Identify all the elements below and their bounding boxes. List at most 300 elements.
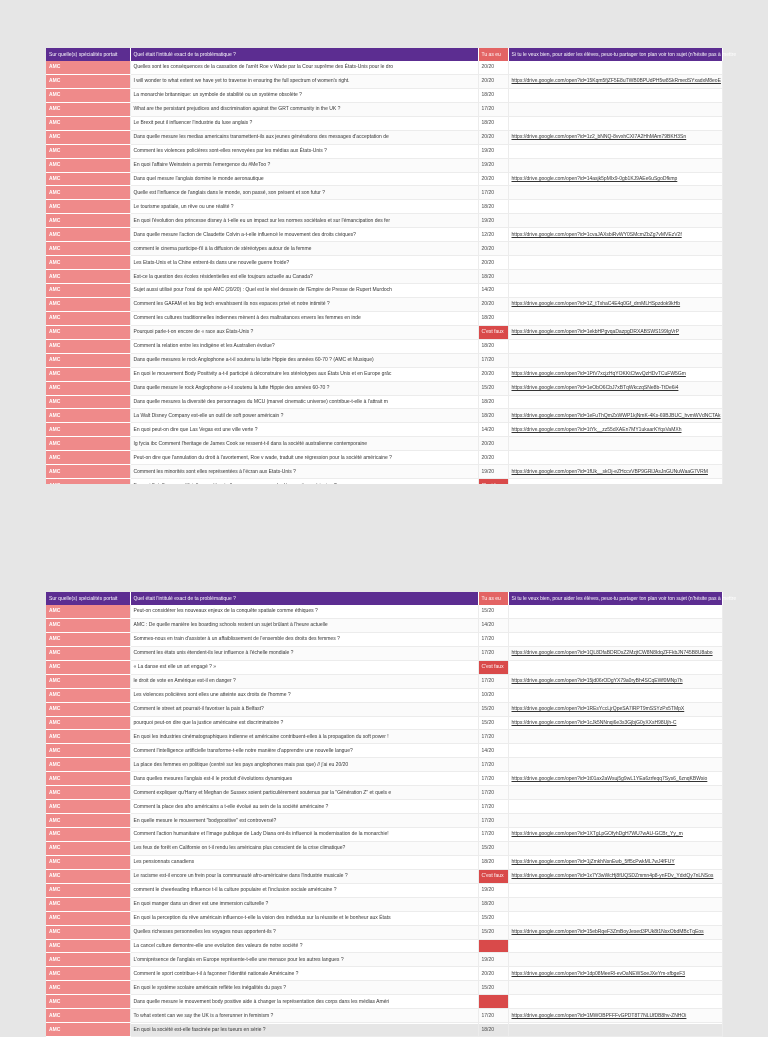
cell-speciality[interactable]: AMC (46, 632, 130, 646)
cell-note[interactable]: 20/20 (478, 256, 508, 270)
cell-note[interactable]: 18/20 (478, 311, 508, 325)
cell-plan-link[interactable] (508, 883, 722, 897)
cell-plan-link[interactable] (508, 74, 722, 88)
table-row[interactable] (46, 116, 722, 130)
cell-plan-link[interactable] (508, 381, 722, 395)
drive-link[interactable]: https://drive.google.com/open?id=1eObO6CbJ7xBTqWkczqSNe8b-TtDe6i4 (511, 385, 679, 392)
cell-speciality[interactable]: AMC (46, 130, 130, 144)
cell-plan-link[interactable] (508, 925, 722, 939)
drive-link[interactable]: https://drive.google.com/open?id=1PtV7xcjzHqYOKKtCfwvQzHDvTCuFW5Gm (511, 371, 686, 378)
cell-problematique[interactable]: Dans quelle mesure les medias americains transmettent-ils aux jeunes générations des messages d'acceptation de (130, 130, 478, 144)
cell-speciality[interactable]: AMC (46, 116, 130, 130)
cell-problematique[interactable]: Les Etats-Unis et la Chine entrent-ils dans une nouvelle guerre froide? (130, 256, 478, 270)
table-row[interactable] (46, 1009, 722, 1023)
cell-problematique[interactable]: Comment le sport contribue-t-il à façonner l'identité nationale Américaine ? (130, 967, 478, 981)
cell-speciality[interactable]: AMC (46, 646, 130, 660)
cell-plan-link[interactable] (508, 200, 722, 214)
drive-link[interactable]: https://drive.google.com/open?id=15Kqm5fjZF5E8uTWB0BPUdPH5w8SkRmedSYxadxM8eoE (511, 78, 721, 85)
cell-speciality[interactable]: AMC (46, 186, 130, 200)
cell-speciality[interactable]: AMC (46, 423, 130, 437)
cell-plan-link[interactable] (508, 660, 722, 674)
table-row[interactable] (46, 242, 722, 256)
cell-plan-link[interactable] (508, 995, 722, 1009)
cell-speciality[interactable]: AMC (46, 88, 130, 102)
cell-plan-link[interactable] (508, 981, 722, 995)
cell-problematique[interactable]: pourquoi peut-on dire que la justice américaine est discriminatoire ? (130, 716, 478, 730)
table-row[interactable] (46, 855, 722, 869)
cell-problematique[interactable]: Comment les violences policières sont-elles renvoyées par les médias aux États-Unis ? (130, 144, 478, 158)
cell-speciality[interactable]: AMC (46, 660, 130, 674)
cell-problematique[interactable]: « La danse est elle un art engagé ? » (130, 660, 478, 674)
cell-plan-link[interactable] (508, 437, 722, 451)
cell-plan-link[interactable] (508, 214, 722, 228)
table-row[interactable] (46, 758, 722, 772)
cell-note[interactable]: 17/20 (478, 772, 508, 786)
cell-plan-link[interactable] (508, 841, 722, 855)
cell-note[interactable]: 17/20 (478, 800, 508, 814)
cell-plan-link[interactable] (508, 800, 722, 814)
cell-problematique[interactable]: Les feux de forêt en Californie on t-il rendu les américains plus conscient de la crise climatique? (130, 841, 478, 855)
table-row[interactable] (46, 395, 722, 409)
cell-problematique[interactable]: Quelles sont les conséquences de la cassation de l'arrêt Roe v Wade par la Cour suprême des États-Unis pour le dro (130, 61, 478, 74)
table-row[interactable] (46, 981, 722, 995)
cell-note[interactable]: 10/20 (478, 688, 508, 702)
cell-plan-link[interactable] (508, 786, 722, 800)
cell-note[interactable]: 19/20 (478, 144, 508, 158)
cell-plan-link[interactable] (508, 674, 722, 688)
cell-note[interactable]: 18/20 (478, 339, 508, 353)
cell-plan-link[interactable] (508, 632, 722, 646)
cell-speciality[interactable]: AMC (46, 814, 130, 828)
cell-problematique[interactable]: Pourquoi parle-t-on encore de « race aux États-Unis ? (130, 325, 478, 339)
cell-note[interactable]: 17/20 (478, 1009, 508, 1023)
cell-speciality[interactable]: AMC (46, 953, 130, 967)
cell-plan-link[interactable] (508, 130, 722, 144)
cell-speciality[interactable]: AMC (46, 381, 130, 395)
table-row[interactable] (46, 744, 722, 758)
table-row[interactable] (46, 1023, 722, 1037)
cell-plan-link[interactable] (508, 228, 722, 242)
cell-problematique[interactable]: Dans quel mesure l'anglais domine le monde aeronautique (130, 172, 478, 186)
drive-link[interactable]: https://drive.google.com/open?id=1cJk5NNnqi6e3s3GjbjG0yXXsH98Ujh-C (511, 719, 677, 726)
cell-note[interactable]: 18/20 (478, 200, 508, 214)
drive-link[interactable]: https://drive.google.com/open?id=1tYk__zz55dXAEn7MY1ukaarKYqsVaMXh (511, 426, 682, 433)
table-row[interactable] (46, 660, 722, 674)
cell-note[interactable]: 19/20 (478, 214, 508, 228)
cell-speciality[interactable]: AMC (46, 200, 130, 214)
cell-plan-link[interactable] (508, 158, 722, 172)
cell-note[interactable]: 17/20 (478, 786, 508, 800)
table-row[interactable] (46, 967, 722, 981)
cell-note[interactable]: 20/20 (478, 130, 508, 144)
cell-plan-link[interactable] (508, 967, 722, 981)
cell-speciality[interactable]: AMC (46, 61, 130, 74)
cell-problematique[interactable]: Dans quelle mesure l'action de Claudette Colvin a-t-elle influencé le mouvement des droits civiques? (130, 228, 478, 242)
cell-note[interactable]: 14/20 (478, 618, 508, 632)
cell-speciality[interactable]: AMC (46, 1009, 130, 1023)
cell-problematique[interactable]: comment le cinema participe-t'il à la diffusion de stéréotypes autour de la femme (130, 242, 478, 256)
cell-plan-link[interactable] (508, 451, 722, 465)
cell-problematique[interactable]: En quoi le mouvement Body Positivity a-t-il participé à déconstruire les stéréotypes aux États Unis et en Europe grâc (130, 367, 478, 381)
cell-problematique[interactable]: En quoi la société est-elle fascinée par les tueurs en série ? (130, 1023, 478, 1037)
cell-plan-link[interactable] (508, 855, 722, 869)
cell-plan-link[interactable] (508, 325, 722, 339)
cell-note[interactable]: 19/20 (478, 883, 508, 897)
cell-note[interactable]: C'est faux (478, 660, 508, 674)
cell-note[interactable]: 20/20 (478, 242, 508, 256)
cell-note[interactable]: 15/20 (478, 702, 508, 716)
cell-problematique[interactable]: Comment les cultures traditionnelles indiennes mènent à des maltraitances envers les femmes en inde (130, 311, 478, 325)
cell-speciality[interactable]: AMC (46, 409, 130, 423)
cell-note[interactable]: 15/20 (478, 911, 508, 925)
cell-speciality[interactable]: AMC (46, 325, 130, 339)
cell-note[interactable]: 15/20 (478, 981, 508, 995)
cell-note[interactable]: 20/20 (478, 74, 508, 88)
cell-problematique[interactable]: Dans quelle mesures le rock Anglophone a-t-il soutenu la lutte Hippie des années 60-70 ? (AMC et Musique) (130, 353, 478, 367)
cell-plan-link[interactable] (508, 423, 722, 437)
drive-link[interactable]: https://drive.google.com/open?id=1jZmkhNsnEwb_5ff5cPwkML7wJ4fFUY (511, 859, 675, 866)
drive-link[interactable]: https://drive.google.com/open?id=1Z_tTxhaC4E4q0Gf_drnMLHSpzdok9kHb (511, 301, 681, 308)
table-row[interactable] (46, 158, 722, 172)
table-row[interactable] (46, 102, 722, 116)
cell-note[interactable]: 20/20 (478, 451, 508, 465)
drive-link[interactable]: https://drive.google.com/open?id=1cvaJAXsbiRvWY0SMcmZbZg7vMVEzV2f (511, 231, 682, 238)
cell-note[interactable]: 18/20 (478, 88, 508, 102)
cell-speciality[interactable]: AMC (46, 855, 130, 869)
table-row[interactable] (46, 339, 722, 353)
drive-link[interactable]: https://drive.google.com/open?id=1QL8DfaBDRDsZ2MzjtCW8N8IdqZFFkbJN745B8U8abo (511, 650, 713, 657)
table-row[interactable] (46, 297, 722, 311)
cell-plan-link[interactable] (508, 242, 722, 256)
cell-note[interactable]: 18/20 (478, 270, 508, 284)
cell-plan-link[interactable] (508, 116, 722, 130)
cell-problematique[interactable]: AMC : De quelle manière les boarding schools restent un sujet brûlant à l'heure actuelle (130, 618, 478, 632)
cell-speciality[interactable]: AMC (46, 925, 130, 939)
cell-plan-link[interactable] (508, 897, 722, 911)
cell-problematique[interactable]: Comment le street art pourrait-il favoriser la paix à Belfast? (130, 702, 478, 716)
cell-plan-link[interactable] (508, 102, 722, 116)
drive-link[interactable]: https://drive.google.com/open?id=1z2_bNNQ-8vvxhCXI7A2HhMAm79BKH3Sn (511, 134, 687, 141)
cell-plan-link[interactable] (508, 353, 722, 367)
cell-speciality[interactable]: AMC (46, 297, 130, 311)
cell-speciality[interactable]: AMC (46, 339, 130, 353)
cell-speciality[interactable]: AMC (46, 353, 130, 367)
table-row[interactable] (46, 172, 722, 186)
cell-problematique[interactable]: Les violences policières sont elles une atteinte aux droits de l'homme ? (130, 688, 478, 702)
table-row[interactable] (46, 311, 722, 325)
cell-note[interactable]: 18/20 (478, 897, 508, 911)
table-row[interactable] (46, 911, 722, 925)
cell-plan-link[interactable] (508, 395, 722, 409)
cell-speciality[interactable]: AMC (46, 618, 130, 632)
table-row[interactable] (46, 688, 722, 702)
table-row[interactable] (46, 74, 722, 88)
cell-problematique[interactable]: Quelles richesses personnelles les voyages nous apportent-ils ? (130, 925, 478, 939)
cell-speciality[interactable]: AMC (46, 981, 130, 995)
table-row[interactable] (46, 130, 722, 144)
table-row[interactable] (46, 786, 722, 800)
cell-note[interactable]: 15/20 (478, 716, 508, 730)
cell-problematique[interactable]: Est-ce la question des écoles résidentielles est elle toujours actuelle au Canada? (130, 270, 478, 284)
cell-note[interactable]: 20/20 (478, 61, 508, 74)
cell-speciality[interactable]: AMC (46, 228, 130, 242)
cell-speciality[interactable]: AMC (46, 883, 130, 897)
cell-problematique[interactable]: Peut-on considérer les nouveaux enjeux de la conquête spatiale comme éthiques ? (130, 605, 478, 618)
cell-note[interactable]: 18/20 (478, 116, 508, 130)
cell-plan-link[interactable] (508, 688, 722, 702)
table-row[interactable] (46, 270, 722, 284)
cell-plan-link[interactable] (508, 758, 722, 772)
cell-plan-link[interactable] (508, 1023, 722, 1037)
cell-speciality[interactable]: AMC (46, 995, 130, 1009)
cell-problematique[interactable]: Quelle est l'influence de l'anglais dans le monde, son passé, son présent et son futur ? (130, 186, 478, 200)
cell-plan-link[interactable] (508, 814, 722, 828)
cell-note[interactable]: 20/20 (478, 297, 508, 311)
cell-problematique[interactable]: Ig fycia ibc Comment l'heritage de James Cook se ressent-t-il dans la société australienne contemporaine (130, 437, 478, 451)
cell-speciality[interactable]: AMC (46, 158, 130, 172)
cell-note[interactable]: 17/20 (478, 646, 508, 660)
cell-speciality[interactable]: AMC (46, 395, 130, 409)
cell-note[interactable]: 17/20 (478, 632, 508, 646)
cell-plan-link[interactable] (508, 716, 722, 730)
cell-speciality[interactable]: AMC (46, 688, 130, 702)
cell-note[interactable]: 18/20 (478, 409, 508, 423)
cell-problematique[interactable]: Peut-on dire que l'annulation du droit à l'avortement, Roe v wade, traduit une régression pour la société américaine ? (130, 451, 478, 465)
table-row[interactable] (46, 409, 722, 423)
cell-speciality[interactable]: AMC (46, 465, 130, 479)
table-row[interactable] (46, 381, 722, 395)
table-row[interactable] (46, 618, 722, 632)
drive-link[interactable]: https://drive.google.com/open?id=14asjk5pMIx9-0gb1KJ9AEe6uSgoDfkmp (511, 175, 678, 182)
cell-problematique[interactable]: Dans quelle mesure le rock Anglophone a-t-il soutenu la lutte Hippie des années 60-70 ? (130, 381, 478, 395)
cell-plan-link[interactable] (508, 88, 722, 102)
cell-note[interactable]: 17/20 (478, 353, 508, 367)
cell-note[interactable]: 15/20 (478, 925, 508, 939)
table-row[interactable] (46, 828, 722, 842)
table-row[interactable] (46, 897, 722, 911)
table-row[interactable] (46, 674, 722, 688)
table-row[interactable] (46, 869, 722, 883)
table-row[interactable] (46, 186, 722, 200)
cell-plan-link[interactable] (508, 939, 722, 953)
cell-plan-link[interactable] (508, 605, 722, 618)
cell-speciality[interactable]: AMC (46, 939, 130, 953)
table-row[interactable] (46, 925, 722, 939)
cell-problematique[interactable]: En quoi la perception du rêve américain influence-t-elle la vision des individus sur la réussite et le bonheur aux États (130, 911, 478, 925)
table-row[interactable] (46, 605, 722, 618)
drive-link[interactable]: https://drive.google.com/open?id=1x7Y3wWcHj8fUQSDZmmn4p8-ynFDv_YdxtQy7nLNSos (511, 873, 714, 880)
cell-speciality[interactable]: AMC (46, 256, 130, 270)
cell-problematique[interactable]: I will wonder to what extent we have yet to traverse in ensuring the full spectrum of women's right. (130, 74, 478, 88)
cell-plan-link[interactable] (508, 646, 722, 660)
cell-problematique[interactable]: le droit de vote en Amérique est-il en danger ? (130, 674, 478, 688)
cell-problematique[interactable]: La place des femmes en politique (centré sur les pays anglophones mais pas que) // j'ai eu 20/20 (130, 758, 478, 772)
table-row[interactable] (46, 702, 722, 716)
cell-note[interactable]: 15/20 (478, 841, 508, 855)
table-row[interactable] (46, 200, 722, 214)
cell-speciality[interactable]: AMC (46, 967, 130, 981)
table-row[interactable] (46, 256, 722, 270)
cell-problematique[interactable]: Sujet aussi utilisé pour l'oral de spé AMC (20/20) : Quel est le réel dessein de l'Empire de Presse de Rupert Murdoch (130, 284, 478, 298)
cell-speciality[interactable]: AMC (46, 144, 130, 158)
cell-speciality[interactable]: AMC (46, 1023, 130, 1037)
cell-problematique[interactable]: L'omniprésence de l'anglais en Europe représente-t-elle une menace pour les autres langues ? (130, 953, 478, 967)
cell-note[interactable]: 14/20 (478, 284, 508, 298)
drive-link[interactable]: https://drive.google.com/open?id=1MWOBPFFFvGPDT8T7NLUfDB8hv-ZNHOi (511, 1012, 687, 1019)
cell-note[interactable]: 17/20 (478, 814, 508, 828)
table-row[interactable] (46, 465, 722, 479)
cell-plan-link[interactable] (508, 186, 722, 200)
cell-speciality[interactable]: AMC (46, 74, 130, 88)
cell-problematique[interactable]: Dans quelle mesure le mouvement body positive aide à changer la représentation des corps dans les médias Améri (130, 995, 478, 1009)
cell-note[interactable]: 17/20 (478, 730, 508, 744)
cell-problematique[interactable]: La cancel culture demontre-elle une evolution des valeurs de notre société ? (130, 939, 478, 953)
table-row[interactable] (46, 800, 722, 814)
cell-plan-link[interactable] (508, 911, 722, 925)
cell-problematique[interactable]: La monarchie britannique: un symbole de stabilité ou un système obsolète ? (130, 88, 478, 102)
cell-plan-link[interactable] (508, 270, 722, 284)
cell-problematique[interactable]: Comment la place des afro américains a t-elle évolué au sein de la société américaine ? (130, 800, 478, 814)
table-row[interactable] (46, 144, 722, 158)
cell-problematique[interactable]: En quoi l'affaire Weinstein a permis l'emergence du #MeToo ? (130, 158, 478, 172)
drive-link[interactable]: https://drive.google.com/open?id=1eFuThQmZxWWP1kjNmK-4Ks-69BJBUC_hvmWVdNCTAk (511, 412, 721, 419)
drive-link[interactable]: https://drive.google.com/open?id=1t01ax2aWsuj5g9wL1YEa6zrfeqq7Sys6_6znqKBWsio (511, 775, 708, 782)
cell-problematique[interactable]: La Walt Disney Company est-elle un outil de soft power américain ? (130, 409, 478, 423)
table-row[interactable] (46, 772, 722, 786)
cell-plan-link[interactable] (508, 297, 722, 311)
cell-plan-link[interactable] (508, 144, 722, 158)
header-plan-link[interactable]: Si tu le veux bien, pour aider les élèves, peux-tu partager ton plan voir ton sujet (n'hésite pas à mettre (508, 592, 722, 605)
cell-note[interactable]: 17/20 (478, 674, 508, 688)
drive-link[interactable]: https://drive.google.com/open?id=1ekbHPgvqaDazpgDRXABSWS199IgVrP (511, 329, 680, 336)
table-row[interactable] (46, 646, 722, 660)
cell-plan-link[interactable] (508, 465, 722, 479)
cell-note[interactable]: C'est faux (478, 869, 508, 883)
cell-note[interactable]: 20/20 (478, 967, 508, 981)
cell-note[interactable]: 20/20 (478, 437, 508, 451)
cell-speciality[interactable]: AMC (46, 911, 130, 925)
cell-note[interactable]: 17/20 (478, 828, 508, 842)
header-speciality[interactable]: Sur quelle(s) spécialités portait (46, 48, 130, 61)
cell-problematique[interactable]: comment le cheerleading influence t-il la culture populaire et l'inclusion sociale américaine ? (130, 883, 478, 897)
table-row[interactable] (46, 730, 722, 744)
cell-speciality[interactable]: AMC (46, 841, 130, 855)
cell-note[interactable]: 19/20 (478, 465, 508, 479)
cell-plan-link[interactable] (508, 618, 722, 632)
cell-plan-link[interactable] (508, 367, 722, 381)
table-row[interactable] (46, 61, 722, 74)
cell-speciality[interactable]: AMC (46, 716, 130, 730)
cell-speciality[interactable]: AMC (46, 172, 130, 186)
header-note[interactable]: Tu as eu (478, 592, 508, 605)
cell-speciality[interactable]: AMC (46, 311, 130, 325)
table-row[interactable] (46, 953, 722, 967)
cell-speciality[interactable]: AMC (46, 800, 130, 814)
cell-problematique[interactable]: Le tourisme spatiale, un rêve ou une réalité ? (130, 200, 478, 214)
cell-speciality[interactable]: AMC (46, 744, 130, 758)
cell-note[interactable]: 17/20 (478, 758, 508, 772)
cell-note[interactable]: 17/20 (478, 186, 508, 200)
cell-problematique[interactable]: Comment les GAFAM et les big tech envahissent ils nos espaces privé et notre intimité ? (130, 297, 478, 311)
cell-problematique[interactable]: Dans quelles mesures l'anglais est-il le produit d'évolutions dynamiques (130, 772, 478, 786)
cell-problematique[interactable]: En quelle mesure le mouvement "bodypositive" est controversé? (130, 814, 478, 828)
cell-plan-link[interactable] (508, 339, 722, 353)
table-row[interactable] (46, 939, 722, 953)
cell-note[interactable]: 15/20 (478, 381, 508, 395)
cell-plan-link[interactable] (508, 869, 722, 883)
table-row[interactable] (46, 228, 722, 242)
cell-plan-link[interactable] (508, 256, 722, 270)
table-row[interactable] (46, 325, 722, 339)
header-problematique[interactable]: Quel était l'intitulé exact de ta problématique ? (130, 48, 478, 61)
cell-speciality[interactable]: AMC (46, 242, 130, 256)
cell-speciality[interactable]: AMC (46, 772, 130, 786)
cell-speciality[interactable]: AMC (46, 451, 130, 465)
cell-problematique[interactable]: Comment l'intelligence artificielle transforme-t-elle notre manière d'apprendre une nouvelle langue? (130, 744, 478, 758)
header-plan-link[interactable]: Si tu le veux bien, pour aider les élèves, peux-tu partager ton plan voir ton sujet (n'hésite pas à mettre (508, 48, 722, 61)
cell-problematique[interactable]: En quoi les industries cinématographiques indienne et américaine contribuent-elles à la propagation du soft power ! (130, 730, 478, 744)
drive-link[interactable]: https://drive.google.com/open?id=1XTgLpGOfyhDgH7WU7wAU-GCBr_Yy_m (511, 831, 683, 838)
cell-note[interactable] (478, 995, 508, 1009)
cell-problematique[interactable]: Sommes-nous en train d'assister à un affaiblissement de l'ensemble des droits des femmes ? (130, 632, 478, 646)
table-row[interactable] (46, 883, 722, 897)
cell-problematique[interactable]: What are the persistant prejudices and discrimination against the GRT community in the UK ? (130, 102, 478, 116)
cell-note[interactable]: 20/20 (478, 367, 508, 381)
cell-speciality[interactable]: AMC (46, 828, 130, 842)
cell-speciality[interactable]: AMC (46, 897, 130, 911)
cell-plan-link[interactable] (508, 828, 722, 842)
cell-note[interactable] (478, 939, 508, 953)
cell-note[interactable]: 19/20 (478, 158, 508, 172)
cell-speciality[interactable]: AMC (46, 102, 130, 116)
cell-problematique[interactable]: Comment expliquer qu'Harry et Meghan de Sussex soient particulièrement soutenus par la "Génération Z" et quels e (130, 786, 478, 800)
cell-note[interactable]: 18/20 (478, 855, 508, 869)
cell-problematique[interactable]: Le racisme est-il encore un frein pour la communauté afro-américaine dans l'industrie musicale ? (130, 869, 478, 883)
table-row[interactable] (46, 88, 722, 102)
table-row[interactable] (46, 367, 722, 381)
cell-note[interactable]: 17/20 (478, 102, 508, 116)
drive-link[interactable]: https://drive.google.com/open?id=1REsYccLjrQpeSA7lRPT9mSSYzPx5TMpX (511, 706, 685, 713)
cell-problematique[interactable]: Comment les minorités sont elles représentées à l'écran aux Etats-Unis ? (130, 465, 478, 479)
cell-problematique[interactable]: En quoi manger dans un diner est une immersion culturelle ? (130, 897, 478, 911)
cell-speciality[interactable]: AMC (46, 270, 130, 284)
cell-speciality[interactable]: AMC (46, 284, 130, 298)
cell-problematique[interactable]: Comment la relation entre les indigène et les Australien évolue? (130, 339, 478, 353)
cell-speciality[interactable]: AMC (46, 702, 130, 716)
cell-plan-link[interactable] (508, 953, 722, 967)
cell-plan-link[interactable] (508, 772, 722, 786)
cell-note[interactable]: 12/20 (478, 228, 508, 242)
cell-problematique[interactable]: Le Brexit peut il influencer l'industrie du luxe anglais ? (130, 116, 478, 130)
cell-problematique[interactable]: Comment l'action humanitaire et l'image publique de Lady Diana ont-ils influencé la modernisation de la monarchie! (130, 828, 478, 842)
cell-note[interactable]: 14/20 (478, 423, 508, 437)
cell-speciality[interactable]: AMC (46, 214, 130, 228)
cell-speciality[interactable]: AMC (46, 367, 130, 381)
drive-link[interactable]: https://drive.google.com/open?id=15jd06rODgYX79a0ryBh4SCqEWf0MNp7h (511, 678, 683, 685)
cell-note[interactable]: C'est faux (478, 325, 508, 339)
header-problematique[interactable]: Quel était l'intitulé exact de ta problématique ? (130, 592, 478, 605)
cell-note[interactable]: 14/20 (478, 744, 508, 758)
cell-speciality[interactable]: AMC (46, 758, 130, 772)
drive-link[interactable]: https://drive.google.com/open?id=15ebRqeF3ZmBoyJesed3PUk8t1NsxObdMBcTqEos (511, 929, 704, 936)
cell-plan-link[interactable] (508, 1009, 722, 1023)
cell-note[interactable]: 20/20 (478, 172, 508, 186)
cell-problematique[interactable]: En quoi le système scolaire américain reflète les inégalités du pays ? (130, 981, 478, 995)
header-speciality[interactable]: Sur quelle(s) spécialités portait (46, 592, 130, 605)
cell-plan-link[interactable] (508, 409, 722, 423)
table-row[interactable] (46, 995, 722, 1009)
table-row[interactable] (46, 814, 722, 828)
